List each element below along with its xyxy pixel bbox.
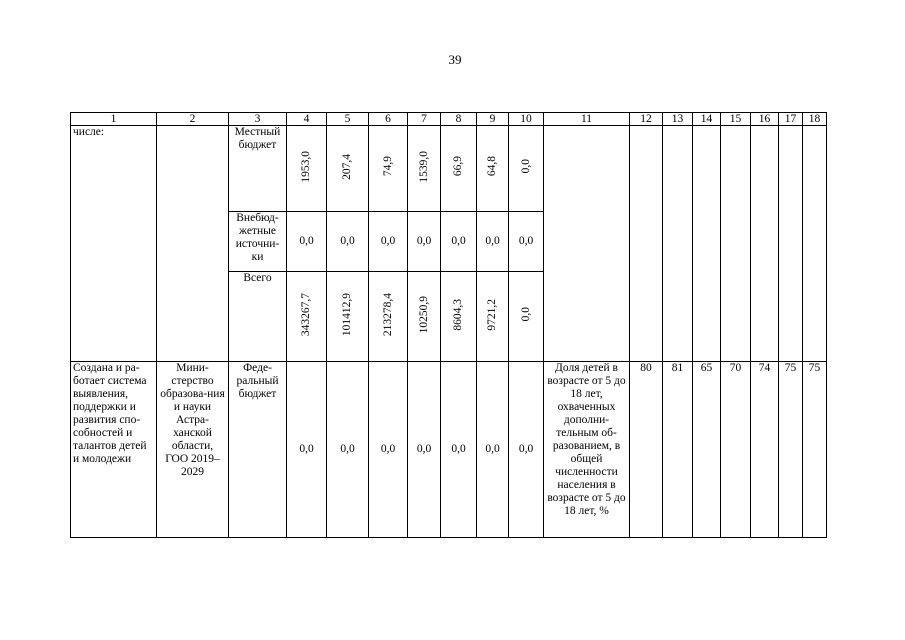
value-cell: 343267,7 [300,292,312,337]
value-cell: 1953,0 [300,150,312,183]
target-cell: 65 [693,362,721,538]
header-cell: 9 [477,113,509,126]
target-cell [630,126,663,362]
header-cell: 10 [509,113,544,126]
header-cell: 13 [663,113,693,126]
target-cell: 70 [721,362,751,538]
target-cell [693,126,721,362]
target-cell [779,126,803,362]
header-cell: 16 [751,113,779,126]
value-cell: 1539,0 [417,150,430,183]
table-row [71,126,827,212]
page-number: 39 [448,52,462,67]
header-cell: 3 [229,113,287,126]
header-cell: 12 [630,113,663,126]
target-cell: 80 [630,362,663,538]
value-cell: 0,0 [441,362,477,538]
target-cell: 75 [779,362,803,538]
header-cell: 17 [779,113,803,126]
target-cell [663,126,693,362]
value-cell: 0,0 [369,212,408,272]
target-cell [751,126,779,362]
table-row [71,362,827,538]
header-cell: 18 [803,113,827,126]
header-cell: 1 [71,113,157,126]
indicator-cell: Доля детей в возрасте от 5 до 18 лет, охваченных дополни-тельным об-разованием, в общей численности населения в возрасте от 5 до 18 лет, % [544,362,630,538]
value-cell: 0,0 [327,362,369,538]
responsible-cell: Мини-стерство образова-ния и науки Астра-ханской области, ГОО 2019–2029 [157,362,229,538]
value-cell: 0,0 [287,362,327,538]
header-cell: 8 [441,113,477,126]
header-cell: 7 [408,113,441,126]
header-cell: 4 [287,113,327,126]
value-cell: 8604,3 [452,298,464,331]
value-cell: 9721,2 [486,298,498,331]
source-name: Всего [229,272,287,362]
value-cell: 0,0 [477,362,509,538]
target-cell: 81 [663,362,693,538]
value-cell: 0,0 [287,212,327,272]
row-label: числе: [71,126,157,362]
value-cell: 0,0 [408,362,441,538]
value-cell: 213278,4 [381,292,394,337]
value-cell: 74,9 [381,156,394,177]
value-cell: 0,0 [408,212,441,272]
header-cell: 6 [369,113,408,126]
value-cell: 0,0 [327,212,369,272]
header-cell: 2 [157,113,229,126]
responsible-cell [157,126,229,362]
target-cell: 74 [751,362,779,538]
header-cell: 15 [721,113,751,126]
value-cell: 10250,9 [417,295,430,334]
header-cell: 14 [693,113,721,126]
value-cell: 101412,9 [341,292,353,337]
source-name: Местный бюджет [229,126,287,212]
header-row [71,113,827,126]
target-cell: 75 [803,362,827,538]
target-cell [721,126,751,362]
target-cell [803,126,827,362]
budget-table [70,112,827,538]
value-cell: 0,0 [509,362,544,538]
indicator-cell [544,126,630,362]
value-cell: 66,9 [452,156,464,177]
value-cell: 0,0 [369,362,408,538]
value-cell: 0,0 [477,212,509,272]
value-cell: 0,0 [441,212,477,272]
header-cell: 5 [327,113,369,126]
value-cell: 64,8 [486,156,498,177]
value-cell: 0,0 [509,212,544,272]
value-cell: 0,0 [519,307,532,322]
source-name: Феде-ральный бюджет [229,362,287,538]
header-cell: 11 [544,113,630,126]
value-cell: 0,0 [519,159,532,174]
row-label: Создана и ра-ботает система выявления, поддержки и развития спо-собностей и талантов детей и молодежи [71,362,157,538]
value-cell: 207,4 [341,153,353,180]
source-name: Внебюд-жетные источни-ки [229,212,287,272]
